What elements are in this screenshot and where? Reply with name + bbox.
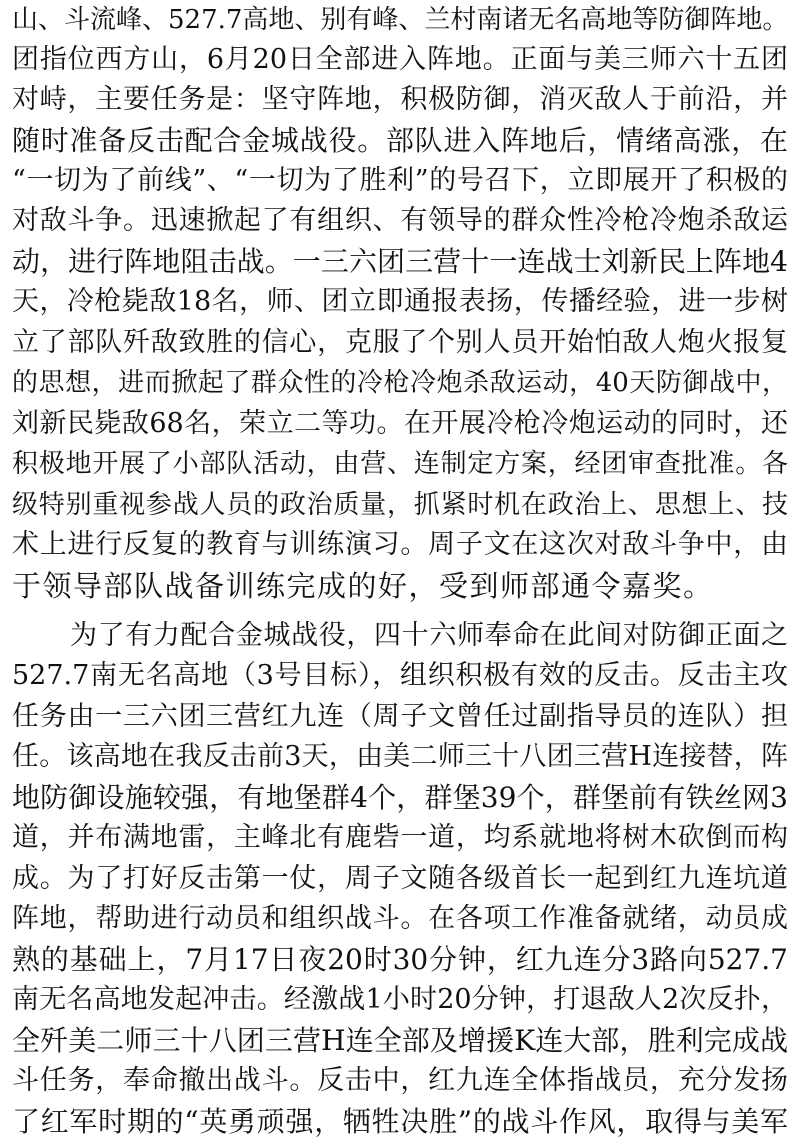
text-line-24: 熟的基础上，7月17日夜20时30分钟，红九连分3路向527.7 [12,943,788,976]
text-line-22: 成。为了打好反击第一仗，周子文随各级首长一起到红九连坑道 [12,863,788,894]
text-line-23: 阵地，帮助进行动员和组织战斗。在各项工作准备就绪，动员成 [12,903,788,934]
text-line-7: 动，进行阵地阻击战。一三六团三营十一连战士刘新民上阵地4 [12,245,788,278]
text-line-19: 任。该高地在我反击前3天，由美二师三十八团三营H连接替，阵 [12,741,788,772]
text-line-27: 斗任务，奉命撤出战斗。反击中，红九连全体指战员，充分发扬 [12,1065,788,1096]
text-line-17: 527.7南无名高地（3号目标），组织积极有效的反击。反击主攻 [12,660,788,691]
text-line-26: 全歼美二师三十八团三营H连全部及增援K连大部，胜利完成战 [12,1024,788,1057]
text-line-3: 对峙，主要任务是：坚守阵地，积极防御，消灭敌人于前沿，并 [12,84,788,115]
text-line-5: “一切为了前线”、“一切为了胜利”的号召下，立即展开了积极的 [12,165,788,196]
text-line-8: 天，冷枪毙敌18名，师、团立即通报表扬，传播经验，进一步树 [12,286,788,317]
text-line-21: 道，并布满地雷，主峰北有鹿砦一道，均系就地将树木砍倒而构 [12,822,788,853]
text-line-12: 积极地开展了小部队活动，由营、连制定方案，经团审查批准。各 [12,449,788,479]
text-line-9: 立了部队歼敌致胜的信心，克服了个别人员开始怕敌人炮火报复 [12,327,788,358]
text-line-20: 地防御设施较强，有地堡群4个，群堡39个，群堡前有铁丝网3 [12,781,788,814]
text-line-13: 级特别重视参战人员的政治质量，抓紧时机在政治上、思想上、技 [12,490,788,520]
text-line-4: 随时准备反击配合金城战役。部队进入阵地后，情绪高涨，在 [12,124,788,157]
text-line-14: 术上进行反复的教育与训练演习。周子文在这次对敌斗争中，由 [12,529,788,560]
text-line-1: 山、斗流峰、527.7高地、别有峰、兰村南诸无名高地等防御阵地。 [12,5,789,35]
text-line-10: 的思想，进而掀起了群众性的冷枪冷炮杀敌运动，40天防御战中， [12,368,788,398]
text-line-25: 南无名高地发起冲击。经激战1小时20分钟，打退敌人2次反扑， [12,984,788,1015]
text-line-6: 对敌斗争。迅速掀起了有组织、有领导的群众性冷枪冷炮杀敌运 [12,205,788,236]
text-line-28: 了红军时期的“英勇顽强，牺牲决胜”的战斗作风，取得与美军 [12,1105,788,1138]
text-line-16: 为了有力配合金城战役，四十六师奉命在此间对防御正面之 [70,620,788,651]
text-line-18: 任务由一三六团三营红九连（周子文曾任过副指导员的连队）担 [12,701,788,732]
text-line-11: 刘新民毙敌68名，荣立二等功。在开展冷枪冷炮运动的同时，还 [12,408,788,439]
text-line-2: 团指位西方山，6月20日全部进入阵地。正面与美三师六十五团 [12,44,788,75]
text-line-15: 于领导部队战备训练完成的好，受到师部通令嘉奖。 [12,569,714,603]
